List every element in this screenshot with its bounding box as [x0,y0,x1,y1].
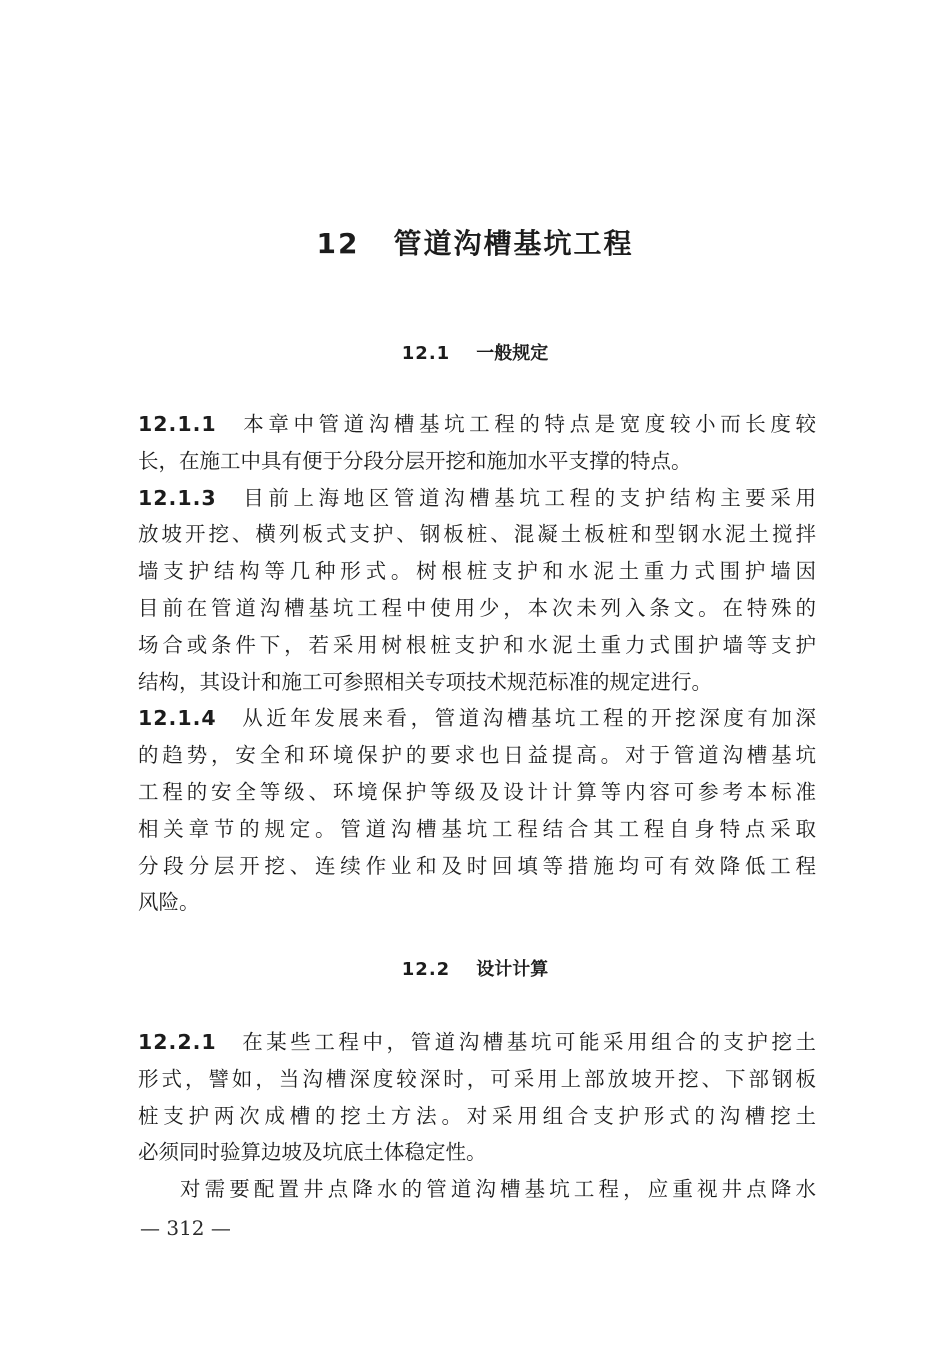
text-line: 的趋势，安全和环境保护的要求也日益提高。对于管道沟槽基坑 [138,743,816,768]
text-line [138,406,816,443]
text-line: 结构，其设计和施工可参照相关专项技术规范标准的规定进行。 [138,669,712,694]
text-line: 目前在管道沟槽基坑工程中使用少，本次未列入条文。在特殊的 [138,595,816,620]
clause-text: 从近年发展来看，管道沟槽基坑工程的开挖深度有加深 [238,706,816,731]
section-heading-12-1 [0,339,950,369]
text-line [138,1024,816,1061]
section-heading-12-2 [0,955,950,985]
text-line: 相关章节的规定。管道沟槽基坑工程结合其工程自身特点采取 [138,816,816,841]
text-line [138,480,816,517]
section-12-1-body [138,406,816,921]
text-line: 长，在施工中具有便于分段分层开挖和施加水平支撑的特点。 [138,448,692,473]
chapter-title [0,222,950,266]
clause-number: 12.1.4 [138,706,217,731]
section-number: 12.1 [401,343,451,364]
text-line: 工程的安全等级、环境保护等级及设计计算等内容可参考本标准 [138,779,816,804]
chapter-number: 12 [316,227,360,260]
text-line: 对需要配置井点降水的管道沟槽基坑工程，应重视井点降水 [180,1177,816,1202]
text-line: 墙支护结构等几种形式。树根桩支护和水泥土重力式围护墙因 [138,559,816,584]
text-line: 风险。 [138,890,200,915]
section-title-text: 设计计算 [476,959,549,980]
page-number: — 312 — [140,1216,231,1240]
clause-text: 在某些工程中，管道沟槽基坑可能采用组合的支护挖土 [238,1030,816,1054]
text-line [138,700,816,737]
text-line: 放坡开挖、横列板式支护、钢板桩、混凝土板桩和型钢水泥土搅拌 [138,522,816,547]
text-line: 必须同时验算边坡及坑底土体稳定性。 [138,1140,487,1165]
section-12-2-body [138,1024,816,1208]
text-line: 形式，譬如，当沟槽深度较深时，可采用上部放坡开挖、下部钢板 [138,1066,816,1091]
section-number: 12.2 [401,959,451,980]
clause-text: 本章中管道沟槽基坑工程的特点是宽度较小而长度较 [238,412,816,436]
text-line: 分段分层开挖、连续作业和及时回填等措施均可有效降低工程 [138,853,816,878]
text-line: 场合或条件下，若采用树根桩支护和水泥土重力式围护墙等支护 [138,632,816,657]
clause-number: 12.1.1 [138,412,217,436]
clause-text: 目前上海地区管道沟槽基坑工程的支护结构主要采用 [238,485,816,510]
section-title-text: 一般规定 [476,343,549,364]
clause-number: 12.2.1 [138,1030,217,1054]
chapter-title-text: 管道沟槽基坑工程 [393,227,634,260]
clause-number: 12.1.3 [138,485,217,510]
text-line: 桩支护两次成槽的挖土方法。对采用组合支护形式的沟槽挖土 [138,1103,816,1128]
